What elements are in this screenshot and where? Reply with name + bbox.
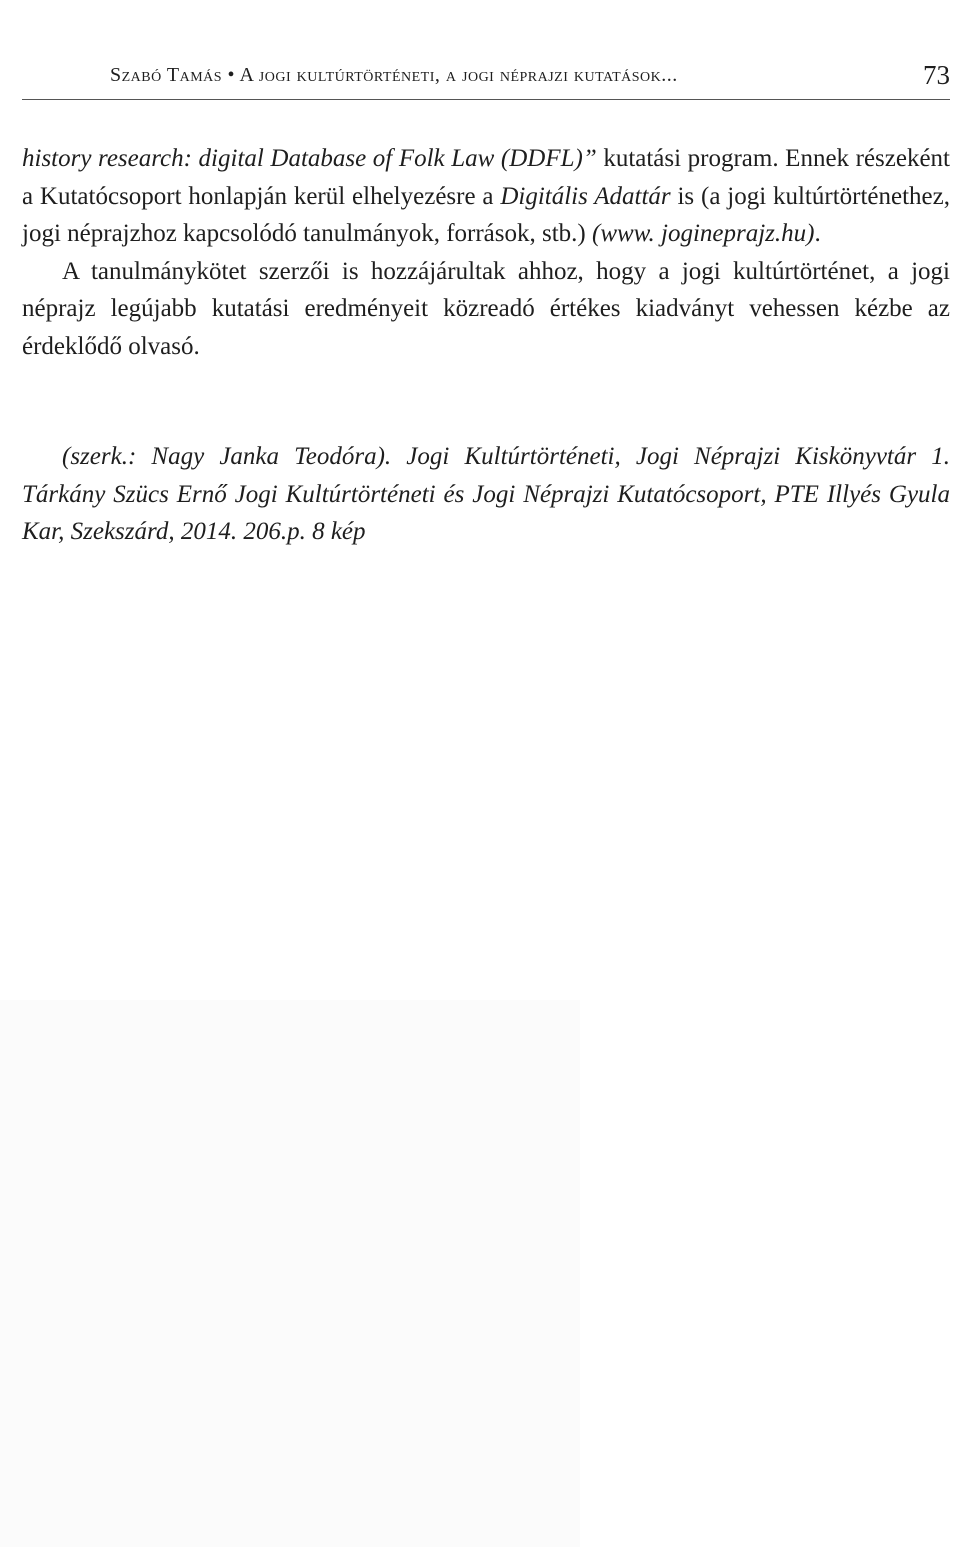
project-title: history research: digital Database of Folk Law (DDFL)” (22, 145, 597, 172)
page-background-texture (0, 1000, 580, 1547)
body-text (22, 140, 950, 365)
page-number: 73 (923, 60, 950, 90)
running-title: Szabó Tamás • A jogi kultúrtörténeti, a jogi néprajzi kutatások... (110, 64, 678, 86)
website-link: (www. jogineprajz.hu) (592, 220, 815, 247)
paragraph-1-text-a: kutatási program. Ennek részeként a Kutatócsoport honlapján kerül elhelyezésre a (22, 145, 950, 210)
header-rule (22, 99, 950, 100)
running-head (110, 60, 950, 100)
paragraph-1 (22, 140, 950, 253)
archive-name: Digitális Adattár (500, 182, 671, 210)
book-caption (22, 438, 950, 551)
paragraph-2: A tanulmánykötet szerzői is hozzájárultak ahhoz, hogy a jogi kultúrtörténet, a jogi néprajz legújabb kutatási eredményeit közreadó értékes kiadványt vehessen kézbe az érdeklődő olvasó. (22, 257, 950, 360)
paragraph-1-end: . (814, 220, 821, 247)
caption-text: (szerk.: Nagy Janka Teodóra). Jogi Kultúrtörténeti, Jogi Néprajzi Kiskönyvtár 1. Tárkány Szücs Ernő Jogi Kultúrtörténeti és Jogi Néprajzi Kutatócsoport, PTE Illyés Gyula Kar, Szekszárd, 2014. 206.p. 8 kép (22, 443, 950, 545)
paragraph-1-text-b: is (a jogi kultúrtörténethez, jogi néprajzhoz kapcsolódó tanulmányok, források, stb.) (22, 182, 950, 247)
